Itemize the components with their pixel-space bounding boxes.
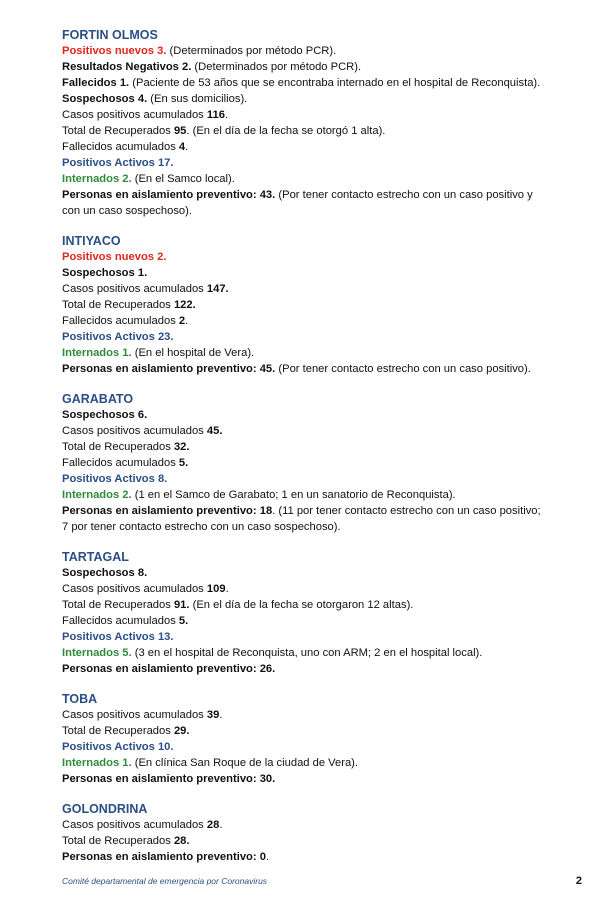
report-line xyxy=(62,817,582,833)
page-footer xyxy=(62,876,582,890)
line-segment: Internados 1. xyxy=(62,347,132,359)
report-line xyxy=(62,771,582,787)
line-segment: Personas en aislamiento preventivo: 43. xyxy=(62,189,276,201)
line-segment: 32. xyxy=(173,441,190,453)
line-segment: (En clínica San Roque de la ciudad de Vera). xyxy=(131,757,359,769)
line-segment: . xyxy=(265,851,270,863)
report-line xyxy=(62,249,582,265)
line-segment: Internados 5. xyxy=(62,647,132,659)
report-line xyxy=(62,329,582,345)
line-segment: Fallecidos acumulados xyxy=(62,315,179,327)
line-segment: (Por tener contacto estrecho con un caso positivo). xyxy=(275,363,531,375)
line-segment: 2 xyxy=(178,315,186,327)
line-segment: . (11 por tener contacto estrecho con un caso positivo; xyxy=(272,505,541,517)
report-line xyxy=(62,519,582,535)
report-line xyxy=(62,565,582,581)
line-segment: Positivos Activos 10. xyxy=(62,741,174,753)
report-line xyxy=(62,755,582,771)
line-segment: Sospechosos 1. xyxy=(62,267,148,279)
line-segment: Positivos Activos 13. xyxy=(62,631,174,643)
line-segment: Total de Recuperados xyxy=(62,835,174,847)
line-segment: Fallecidos acumulados xyxy=(62,141,179,153)
line-segment: Personas en aislamiento preventivo: 45. xyxy=(62,363,276,375)
report-line xyxy=(62,503,582,519)
line-segment: Casos positivos acumulados xyxy=(62,819,207,831)
line-segment: Casos positivos acumulados xyxy=(62,109,207,121)
line-segment: 28 xyxy=(206,819,220,831)
line-segment: (Por tener contacto estrecho con un caso positivo y xyxy=(275,189,533,201)
line-segment: Total de Recuperados xyxy=(62,599,174,611)
line-segment: Fallecidos acumulados xyxy=(62,615,179,627)
line-segment: Casos positivos acumulados xyxy=(62,283,207,295)
section-title: INTIYACO xyxy=(62,234,121,248)
report-line xyxy=(62,645,582,661)
report-line xyxy=(62,661,582,677)
document-body xyxy=(62,27,582,879)
report-line xyxy=(62,43,582,59)
report-line xyxy=(62,423,582,439)
report-line xyxy=(62,91,582,107)
line-segment: 18 xyxy=(259,505,273,517)
report-line xyxy=(62,629,582,645)
line-segment: Total de Recuperados xyxy=(62,725,174,737)
section-title: GOLONDRINA xyxy=(62,802,148,816)
line-segment: 122. xyxy=(173,299,196,311)
line-segment: (En el día de la fecha se otorgaron 12 altas). xyxy=(189,599,414,611)
line-segment: Casos positivos acumulados xyxy=(62,425,207,437)
line-segment: Internados 2. xyxy=(62,489,132,501)
line-segment: Fallecidos 1. xyxy=(62,77,130,89)
report-line xyxy=(62,265,582,281)
line-segment: 109 xyxy=(206,583,226,595)
line-segment: 28. xyxy=(173,835,190,847)
report-line xyxy=(62,581,582,597)
line-segment: 39 xyxy=(206,709,220,721)
line-segment: 147. xyxy=(206,283,229,295)
report-line xyxy=(62,171,582,187)
line-segment: 91. xyxy=(173,599,190,611)
line-segment: Total de Recuperados xyxy=(62,299,174,311)
section-title: TARTAGAL xyxy=(62,550,129,564)
line-segment: . xyxy=(185,315,189,327)
report-line xyxy=(62,313,582,329)
report-line xyxy=(62,455,582,471)
line-segment: (Determinados por método PCR). xyxy=(191,61,362,73)
line-segment: Internados 1. xyxy=(62,757,132,769)
section-golondrina xyxy=(62,801,582,865)
line-segment: Positivos Activos 17. xyxy=(62,157,174,169)
line-segment: (En el Samco local). xyxy=(131,173,235,185)
line-segment: Positivos Activos 23. xyxy=(62,331,174,343)
section-garabato xyxy=(62,391,582,535)
line-segment: 116 xyxy=(206,109,225,121)
report-line xyxy=(62,739,582,755)
report-line xyxy=(62,487,582,503)
section-title: TOBA xyxy=(62,692,98,706)
report-line xyxy=(62,59,582,75)
line-segment: . xyxy=(224,109,229,121)
line-segment: (En sus domicilios). xyxy=(147,93,248,105)
line-segment: . xyxy=(225,583,229,595)
section-tartagal xyxy=(62,549,582,677)
line-segment: 7 por tener contacto estrecho con un caso sospechoso). xyxy=(62,521,341,533)
report-line xyxy=(62,849,582,865)
section-toba xyxy=(62,691,582,787)
report-line xyxy=(62,139,582,155)
line-segment: 5. xyxy=(178,457,189,469)
report-line xyxy=(62,723,582,739)
section-title: FORTIN OLMOS xyxy=(62,28,158,42)
report-line xyxy=(62,187,582,203)
line-segment: (Determinados por método PCR). xyxy=(166,45,337,57)
line-segment: . xyxy=(219,709,223,721)
line-segment: Total de Recuperados xyxy=(62,441,174,453)
line-segment: Total de Recuperados xyxy=(62,125,174,137)
line-segment: Casos positivos acumulados xyxy=(62,583,207,595)
report-line xyxy=(62,345,582,361)
line-segment: Sospechosos 6. xyxy=(62,409,148,421)
line-segment: Fallecidos acumulados xyxy=(62,457,179,469)
report-line xyxy=(62,297,582,313)
line-segment: Personas en aislamiento preventivo: 30. xyxy=(62,773,276,785)
line-segment: 29. xyxy=(173,725,190,737)
report-line xyxy=(62,75,582,91)
line-segment: Personas en aislamiento preventivo: 26. xyxy=(62,663,276,675)
report-line xyxy=(62,613,582,629)
report-line xyxy=(62,107,582,123)
line-segment: Positivos nuevos 2. xyxy=(62,251,167,263)
line-segment: . (En el día de la fecha se otorgó 1 alta). xyxy=(186,125,386,137)
page-number: 2 xyxy=(575,875,582,887)
report-line xyxy=(62,203,582,219)
line-segment: 45. xyxy=(206,425,223,437)
section-fortin-olmos xyxy=(62,27,582,219)
line-segment: con un caso sospechoso). xyxy=(62,205,192,217)
line-segment: (En el hospital de Vera). xyxy=(131,347,255,359)
line-segment: Positivos nuevos 3. xyxy=(62,45,167,57)
line-segment: Personas en aislamiento preventivo: xyxy=(62,505,260,517)
line-segment: . xyxy=(219,819,223,831)
report-line xyxy=(62,407,582,423)
line-segment: Personas en aislamiento preventivo: 0 xyxy=(62,851,266,863)
line-segment: (3 en el hospital de Reconquista, uno con ARM; 2 en el hospital local). xyxy=(131,647,483,659)
line-segment: Sospechosos 8. xyxy=(62,567,148,579)
report-line xyxy=(62,439,582,455)
line-segment: 5. xyxy=(178,615,189,627)
report-line xyxy=(62,707,582,723)
line-segment: (1 en el Samco de Garabato; 1 en un sanatorio de Reconquista). xyxy=(131,489,456,501)
line-segment: 4 xyxy=(178,141,186,153)
footer-text: Comité departamental de emergencia por Coronavirus xyxy=(62,876,268,886)
report-line xyxy=(62,281,582,297)
report-line xyxy=(62,155,582,171)
section-intiyaco xyxy=(62,233,582,377)
line-segment: Internados 2. xyxy=(62,173,132,185)
report-line xyxy=(62,833,582,849)
line-segment: . xyxy=(185,141,189,153)
line-segment: Resultados Negativos 2. xyxy=(62,61,192,73)
line-segment: 95 xyxy=(173,125,187,137)
report-line xyxy=(62,123,582,139)
line-segment: (Paciente de 53 años que se encontraba internado en el hospital de Reconquista). xyxy=(129,77,541,89)
report-line xyxy=(62,361,582,377)
line-segment: Sospechosos 4. xyxy=(62,93,148,105)
line-segment: Positivos Activos 8. xyxy=(62,473,168,485)
report-line xyxy=(62,597,582,613)
report-line xyxy=(62,471,582,487)
section-title: GARABATO xyxy=(62,392,134,406)
line-segment: Casos positivos acumulados xyxy=(62,709,207,721)
